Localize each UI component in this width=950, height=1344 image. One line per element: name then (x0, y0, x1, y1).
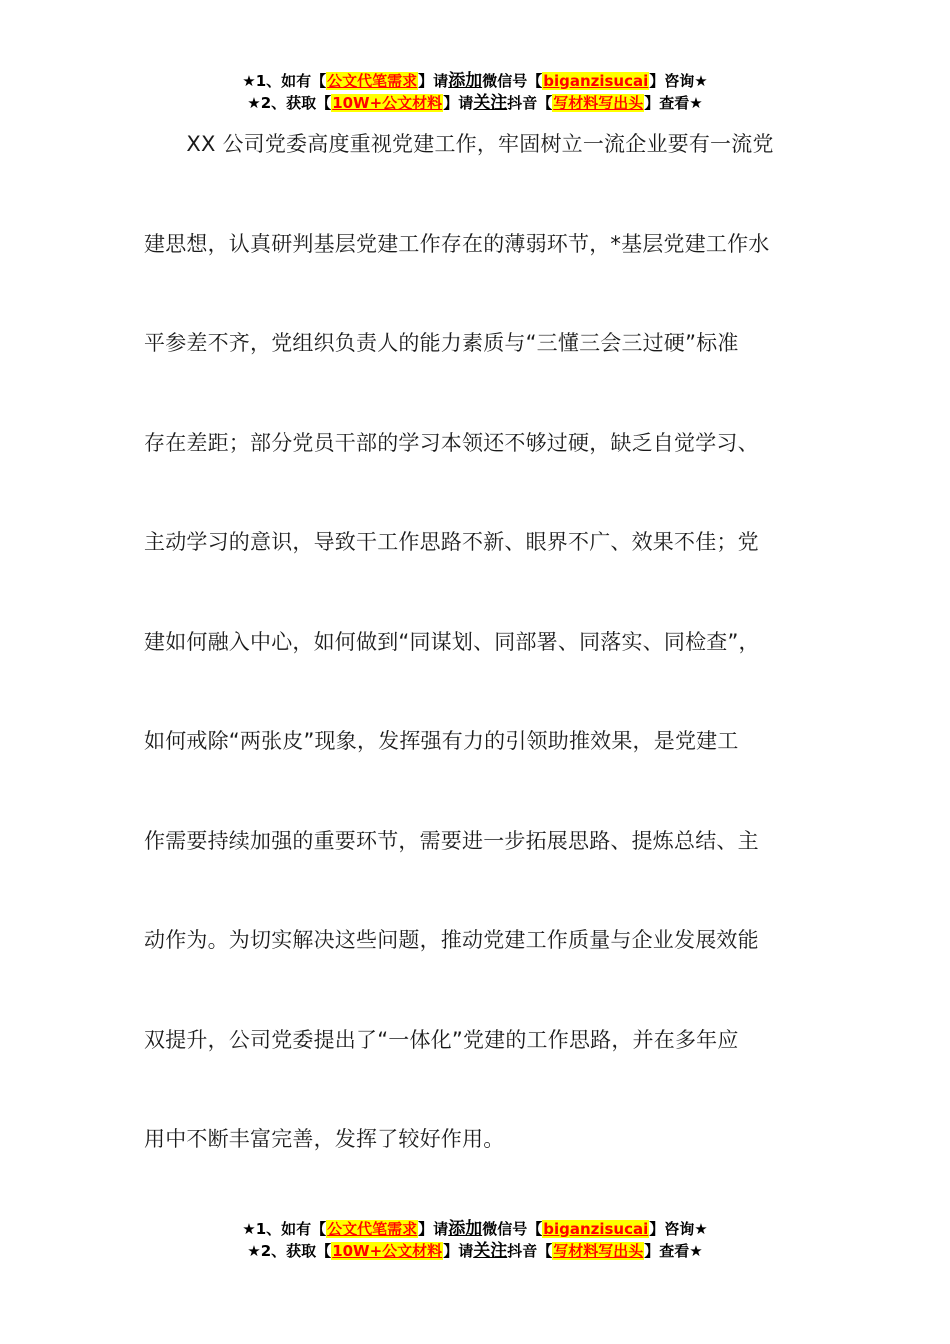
highlight-materials: 10W+公文材料 (332, 94, 443, 112)
banner-text: 微信号【 (482, 72, 543, 90)
banner-text: 】请 (418, 72, 449, 90)
banner-text: ★1、如有【 (242, 1220, 327, 1238)
emphasis-add: 添加 (448, 1219, 483, 1239)
highlight-ghostwriting: 公文代笔需求 (327, 72, 418, 90)
body-line-7: 如何戒除“两张皮”现象，发挥强有力的引领助推效果，是党建工 (144, 729, 739, 753)
body-line-9: 动作为。为切实解决这些问题，推动党建工作质量与企业发展效能 (144, 928, 759, 952)
highlight-materials: 10W+公文材料 (332, 1242, 443, 1260)
banner-text: 抖音【 (507, 1242, 553, 1260)
banner-line-2 (0, 1240, 950, 1262)
body-line-10: 双提升，公司党委提出了“一体化”党建的工作思路，并在多年应 (144, 1028, 739, 1052)
body-line-6: 建如何融入中心，如何做到“同谋划、同部署、同落实、同检查”， (144, 630, 760, 654)
emphasis-add: 添加 (448, 71, 483, 91)
body-line-4: 存在差距；部分党员干部的学习本领还不够过硬，缺乏自觉学习、 (144, 431, 759, 455)
banner-text: 】请 (418, 1220, 449, 1238)
body-line-8: 作需要持续加强的重要环节，需要进一步拓展思路、提炼总结、主 (144, 829, 759, 853)
highlight-douyin-account: 写材料写出头 (553, 94, 644, 112)
emphasis-follow: 关注 (473, 93, 508, 113)
highlight-wechat-id: biganzisucai (543, 1220, 649, 1238)
banner-line-1 (0, 1218, 950, 1240)
banner-text: 微信号【 (482, 1220, 543, 1238)
banner-text: 】查看★ (644, 94, 703, 112)
body-line-3: 平参差不齐，党组织负责人的能力素质与“三懂三会三过硬”标准 (144, 331, 739, 355)
footer-ad-banner (0, 1218, 950, 1262)
banner-text: 】咨询★ (649, 1220, 708, 1238)
banner-text: ★2、获取【 (247, 94, 332, 112)
banner-text: 】咨询★ (649, 72, 708, 90)
body-line-1: XX 公司党委高度重视党建工作，牢固树立一流企业要有一流党 (144, 132, 774, 156)
banner-line-2 (0, 92, 950, 114)
highlight-ghostwriting: 公文代笔需求 (327, 1220, 418, 1238)
banner-text: 】请 (443, 94, 474, 112)
banner-text: ★1、如有【 (242, 72, 327, 90)
banner-text: ★2、获取【 (247, 1242, 332, 1260)
highlight-wechat-id: biganzisucai (543, 72, 649, 90)
banner-text: 】请 (443, 1242, 474, 1260)
banner-text: 】查看★ (644, 1242, 703, 1260)
banner-text: 抖音【 (507, 94, 553, 112)
body-line-2: 建思想，认真研判基层党建工作存在的薄弱环节，*基层党建工作水 (144, 232, 770, 256)
header-ad-banner (0, 70, 950, 114)
body-line-5: 主动学习的意识，导致干工作思路不新、眼界不广、效果不佳；党 (144, 530, 759, 554)
emphasis-follow: 关注 (473, 1241, 508, 1261)
highlight-douyin-account: 写材料写出头 (553, 1242, 644, 1260)
body-line-11: 用中不断丰富完善，发挥了较好作用。 (144, 1127, 505, 1151)
banner-line-1 (0, 70, 950, 92)
